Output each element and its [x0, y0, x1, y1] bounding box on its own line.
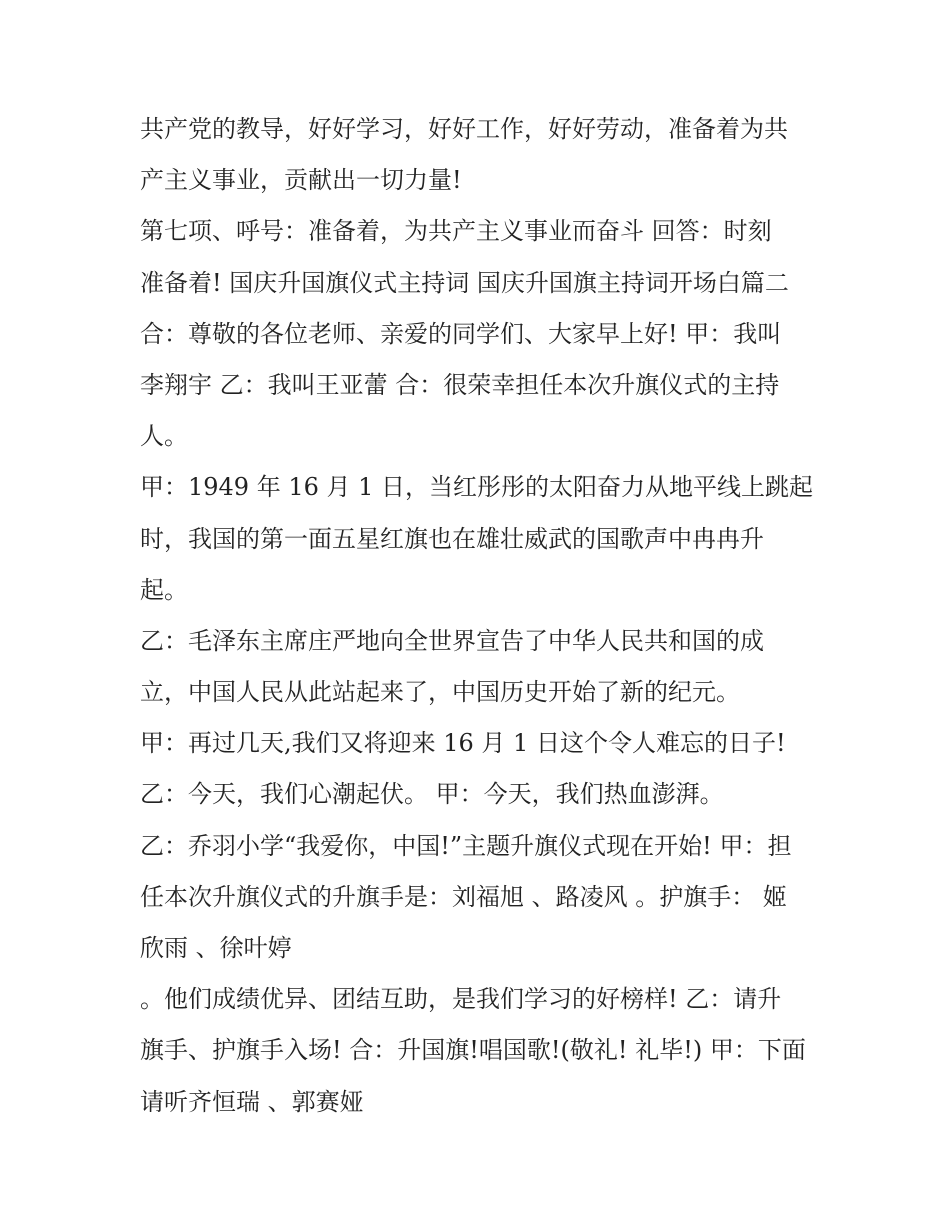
text-line: 任本次升旗仪式的升旗手是：刘福旭 、路凌风 。护旗手： 姬	[140, 882, 787, 911]
text-line: 。他们成绩优异、团结互助，是我们学习的好榜样! 乙：请升	[140, 985, 782, 1014]
text-line: 乙：毛泽东主席庄严地向全世界宣告了中华人民共和国的成	[140, 626, 764, 655]
text-line: 合：尊敬的各位老师、亲爱的同学们、大家早上好! 甲：我叫	[140, 319, 782, 348]
text-line: 时，我国的第一面五星红旗也在雄壮威武的国歌声中冉冉升	[140, 524, 764, 553]
text-line: 欣雨 、徐叶婷	[140, 934, 292, 962]
text-line: 第七项、呼号：准备着，为共产主义事业而奋斗 回答：时刻	[140, 217, 772, 246]
text-line: 甲：1949 年 16 月 1 日，当红彤彤的太阳奋力从地平线上跳起	[140, 473, 814, 502]
text-line: 共产党的教导，好好学习，好好工作，好好劳动，准备着为共	[140, 115, 788, 143]
document-body	[140, 104, 820, 1128]
text-line: 人。	[140, 422, 188, 451]
text-line: 李翔宇 乙：我叫王亚蕾 合：很荣幸担任本次升旗仪式的主持	[140, 370, 780, 399]
text-line: 产主义事业，贡献出一切力量!	[140, 166, 462, 195]
text-line: 请听齐恒瑞 、郭赛娅	[140, 1087, 364, 1116]
text-line: 立，中国人民从此站起来了，中国历史开始了新的纪元。	[140, 678, 740, 707]
text-line: 旗手、护旗手入场! 合：升国旗!唱国歌!(敬礼! 礼毕!) 甲：下面	[140, 1036, 806, 1065]
text-line: 起。	[140, 575, 188, 604]
text-line: 准备着! 国庆升国旗仪式主持词 国庆升国旗主持词开场白篇二	[140, 268, 789, 297]
text-line: 甲：再过几天,我们又将迎来 16 月 1 日这个令人难忘的日子!	[140, 729, 786, 758]
text-line: 乙：今天，我们心潮起伏。 甲：今天，我们热血澎湃。	[140, 780, 724, 809]
text-line: 乙：乔羽小学“我爱你，中国!”主题升旗仪式现在开始! 甲：担	[140, 831, 792, 860]
